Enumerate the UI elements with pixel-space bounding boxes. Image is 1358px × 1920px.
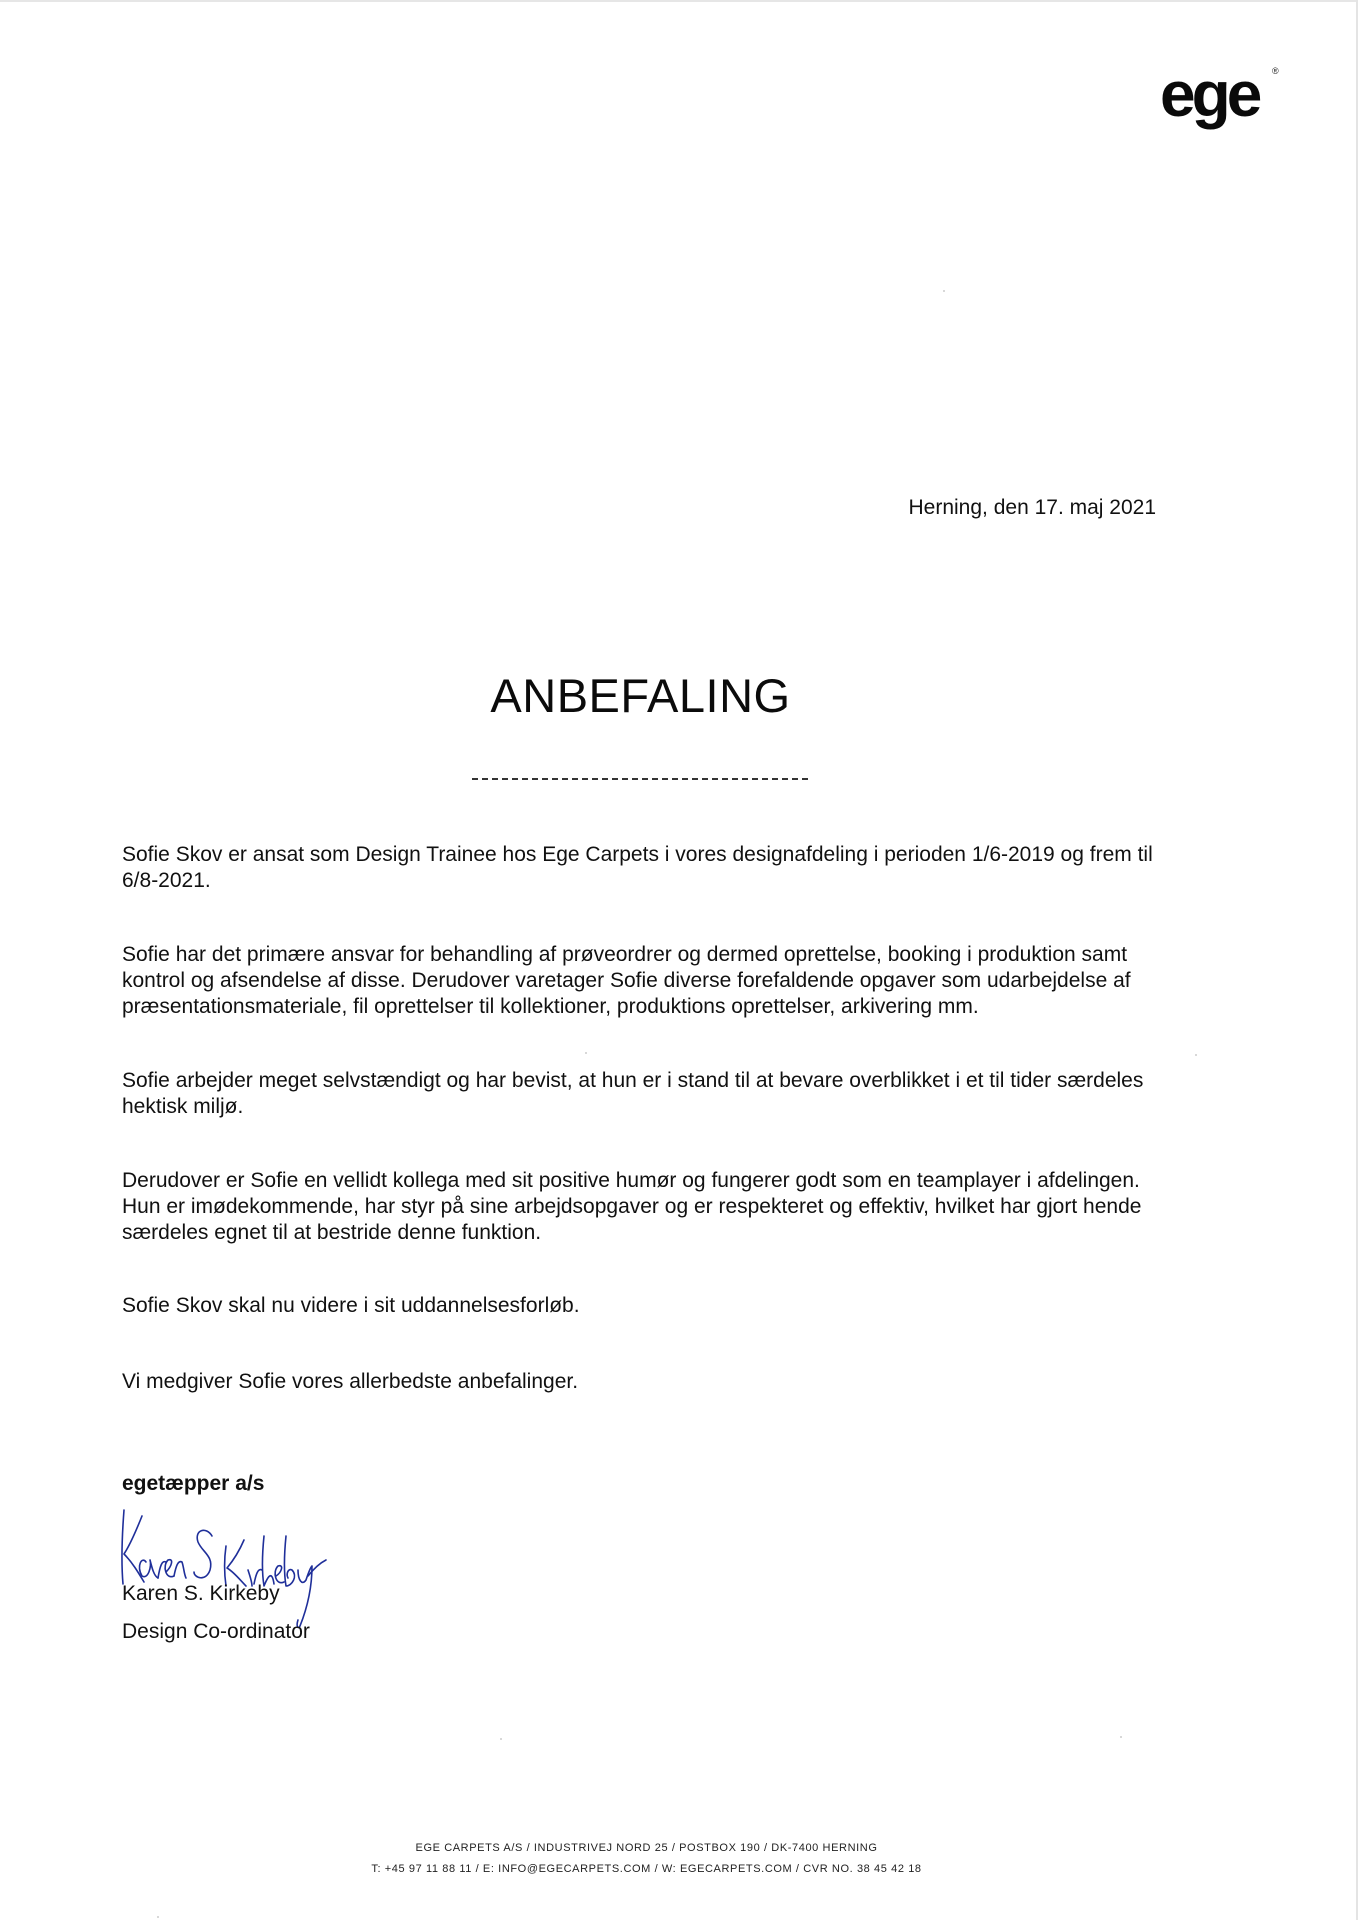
paragraph: Sofie Skov skal nu videre i sit uddannelsesforløb. xyxy=(122,1294,580,1317)
scan-speck xyxy=(500,1738,502,1740)
paragraph: Sofie Skov er ansat som Design Trainee hos Ege Carpets i vores designafdeling i perioden 1/6-2019 og frem til 6/8-2021. xyxy=(122,843,1153,892)
paragraph: Vi medgiver Sofie vores allerbedste anbefalinger. xyxy=(122,1370,579,1393)
letter-title: ANBEFALING xyxy=(490,669,791,722)
scan-speck xyxy=(157,1916,159,1918)
registered-mark: ® xyxy=(1272,66,1279,76)
paragraph: Sofie arbejder meget selvstændigt og har bevist, at hun er i stand til at bevare overblikket i et til tider særdeles hektisk miljø. xyxy=(122,1069,1144,1118)
scan-speck xyxy=(585,1052,587,1054)
ege-logo: ege xyxy=(1160,58,1259,130)
footer-address: EGE CARPETS A/S / INDUSTRIVEJ NORD 25 / POSTBOX 190 / DK-7400 HERNING xyxy=(415,1842,878,1854)
company-signoff: egetæpper a/s xyxy=(122,1472,265,1495)
handwritten-signature xyxy=(112,1496,332,1631)
footer-contact: T: +45 97 11 88 11 / E: INFO@EGECARPETS.COM / W: EGECARPETS.COM / CVR NO. 38 45 42 18 xyxy=(371,1863,922,1875)
scan-speck xyxy=(1195,1054,1197,1056)
scan-speck xyxy=(943,290,945,292)
scan-top-edge xyxy=(0,0,1358,2)
paragraph: Sofie har det primære ansvar for behandling af prøveordrer og dermed oprettelse, booking i produktion samt kontrol og afsendelse af disse. Derudover varetager Sofie diverse forefaldende opgaver som udarbejdelse af præsentationsmateriale, fil oprettelser til kollektioner, produktions oprettelser, arkivering mm. xyxy=(122,943,1131,1018)
signer-title: Design Co-ordinator xyxy=(122,1620,310,1643)
signer-name: Karen S. Kirkeby xyxy=(122,1582,280,1605)
letter-body xyxy=(122,842,1162,1395)
scan-speck xyxy=(1120,1736,1122,1738)
title-divider xyxy=(472,778,808,780)
paragraph: Derudover er Sofie en vellidt kollega med sit positive humør og fungerer godt som en teamplayer i afdelingen. Hun er imødekommende, har styr på sine arbejdsopgaver og er respekteret og effektiv, hvilket har gjort hende særdeles egnet til at bestride denne funktion. xyxy=(122,1169,1142,1244)
date-line: Herning, den 17. maj 2021 xyxy=(908,496,1156,519)
